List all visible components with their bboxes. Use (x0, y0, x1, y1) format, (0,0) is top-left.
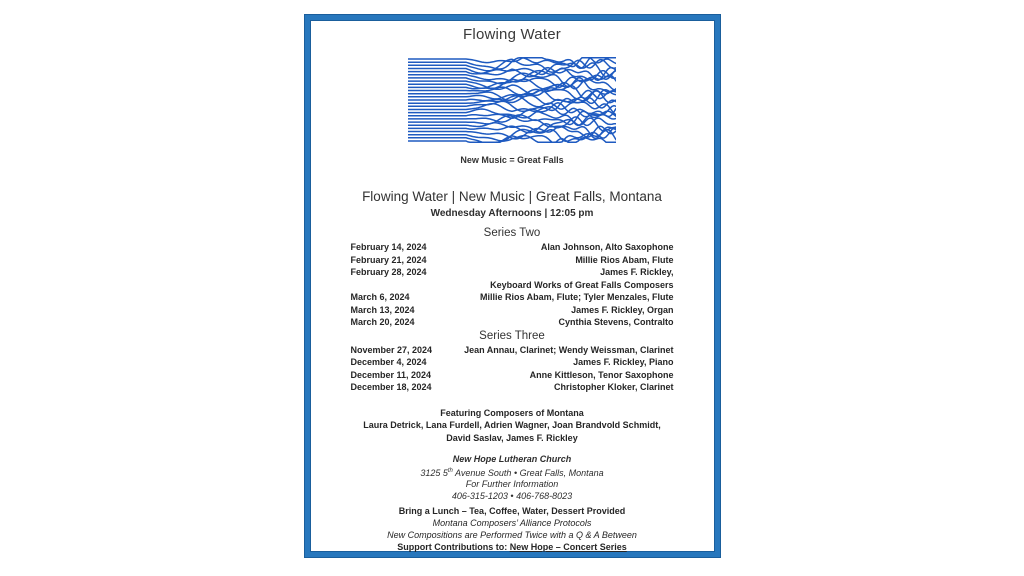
event-heading: Flowing Water | New Music | Great Falls, Montana (362, 189, 662, 204)
event-date: February 28, 2024 (350, 267, 427, 277)
composers-line-1: Laura Detrick, Lana Furdell, Adrien Wagner, Joan Brandvold Schmidt, (363, 420, 661, 430)
schedule-row (351, 356, 674, 369)
wave-art-image (408, 57, 616, 143)
event-performer: Millie Rios Abam, Flute; Tyler Menzales, Flute (479, 292, 674, 302)
schedule-row (351, 344, 674, 357)
schedule-row (351, 279, 674, 292)
event-performer: Jean Annau, Clarinet; Wendy Weissman, Clarinet (464, 344, 674, 355)
series-title: Series Two (483, 227, 541, 239)
schedule-row (351, 241, 674, 254)
protocols-line: Montana Composers’ Alliance Protocols (432, 518, 592, 528)
schedule-row (351, 304, 674, 317)
event-performer: Cynthia Stevens, Contralto (558, 317, 674, 327)
schedule-row (351, 316, 674, 329)
event-date: February 14, 2024 (350, 242, 427, 252)
event-performer: Alan Johnson, Alto Saxophone (540, 242, 674, 252)
ordinal-superscript: th (447, 467, 453, 474)
support-prefix: Support Contributions to: (397, 542, 510, 552)
event-date: December 18, 2024 (350, 382, 432, 392)
flyer-page (305, 15, 720, 557)
schedule-row (351, 266, 674, 279)
composers-heading: Featuring Composers of Montana (440, 407, 584, 418)
compositions-line: New Compositions are Performed Twice with a Q & A Between (387, 530, 637, 540)
image-caption: New Music = Great Falls (460, 155, 564, 165)
event-date: March 13, 2024 (350, 304, 415, 315)
event-date: November 27, 2024 (350, 344, 433, 355)
event-performer: Anne Kittleson, Tenor Saxophone (529, 369, 674, 380)
event-performer: James F. Rickley, (600, 267, 674, 277)
event-subheading: Wednesday Afternoons | 12:05 pm (430, 208, 594, 219)
venue-block (310, 454, 715, 502)
venue-name: New Hope Lutheran Church (452, 454, 572, 464)
event-date: March 6, 2024 (350, 292, 410, 302)
event-date: February 21, 2024 (350, 254, 427, 265)
schedule-row (351, 291, 674, 304)
document-title: Flowing Water (463, 26, 561, 43)
event-performer: Keyboard Works of Great Falls Composers (490, 279, 674, 290)
series-title: Series Three (479, 329, 545, 342)
support-line (310, 541, 715, 553)
event-performer: James F. Rickley, Piano (573, 357, 674, 367)
venue-address: 3125 5th Avenue South • Great Falls, Montana (420, 467, 604, 478)
venue-info-label: For Further Information (465, 479, 559, 489)
composers-line-2: David Saslav, James F. Rickley (446, 432, 578, 443)
event-performer: Christopher Kloker, Clarinet (553, 382, 674, 392)
schedule-row (351, 381, 674, 394)
flow-lines-graphic (408, 57, 616, 143)
event-performer: Millie Rios Abam, Flute (575, 254, 674, 265)
footer-block (310, 505, 715, 553)
schedule (310, 227, 715, 394)
event-performer: James F. Rickley, Organ (571, 304, 674, 315)
venue-phones: 406-315-1203 • 406-768-8023 (451, 490, 573, 501)
event-date: March 20, 2024 (350, 317, 415, 327)
schedule-row (351, 254, 674, 267)
event-date: December 4, 2024 (350, 357, 427, 367)
lunch-line: Bring a Lunch – Tea, Coffee, Water, Dessert Provided (398, 506, 626, 516)
composers-block (310, 407, 715, 445)
schedule-row (351, 369, 674, 382)
support-contributions-link[interactable]: New Hope – Concert Series (509, 542, 627, 552)
event-date: December 11, 2024 (350, 369, 432, 380)
